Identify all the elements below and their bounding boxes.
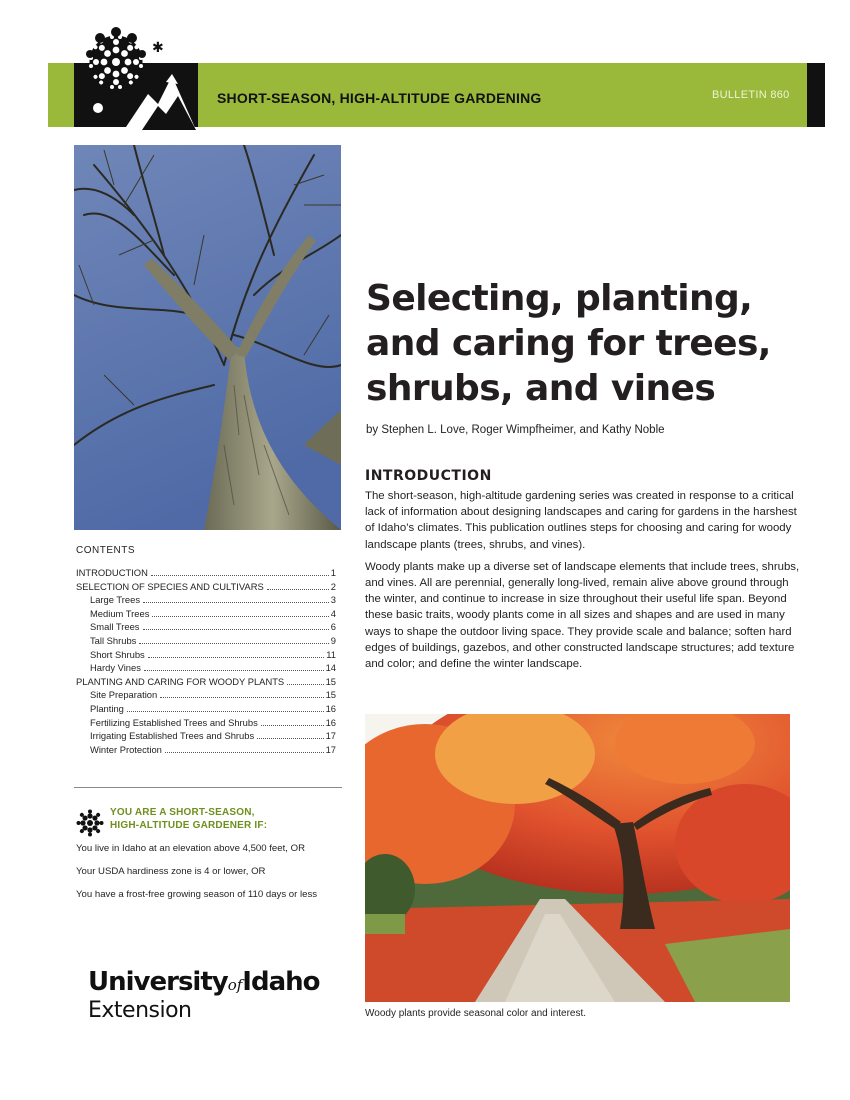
gardener-criteria-list [76,843,317,912]
toc-entry-page: 15 [325,689,336,701]
toc-leader-dots [127,711,324,712]
toc-entry [76,580,336,594]
toc-entry-page: 17 [325,743,336,755]
toc-leader-dots [143,629,329,630]
toc-entry-label: Hardy Vines [90,662,141,674]
toc-leader-dots [261,725,324,726]
toc-entry-page: 11 [326,648,336,660]
toc-entry [76,716,336,730]
logo-of: of [227,976,243,994]
toc-entry [76,729,336,743]
toc-entry [76,634,336,648]
toc-entry [76,675,336,689]
callout-title [110,806,267,832]
photo-caption: Woody plants provide seasonal color and interest. [365,1008,587,1019]
toc-entry-page: 15 [325,675,336,687]
introduction-paragraph: Woody plants make up a diverse set of landscape elements that include trees, shrubs, and vines. All are perennial, generally long-lived, remain alive above ground through the winter, and continue to increase in size throughout their useful life span. Beyond these basic traits, woody plants come in all sizes and shapes and are used in many ways to shape the outdoor living space. They provide scale and balance; soften hard edges of buildings, gazebos, and other constructed landscape structures; add texture and color; and define the winter landscape. [365,560,800,671]
table-of-contents [76,566,336,756]
toc-entry-label: Tall Shrubs [90,634,137,646]
toc-leader-dots [139,643,328,644]
toc-entry-label: INTRODUCTION [76,567,148,578]
toc-leader-dots [143,602,329,603]
introduction-paragraph: The short-season, high-altitude gardening series was created in response to a critical lack of information about designing landscapes and caring for gardens in the harshest of Idaho’s climates. This publication outlines steps for choosing and caring for woody landscape plants (trees, shrubs, and vines). [365,490,797,551]
snowflake-mountain-logo-icon [74,26,198,130]
criteria-item: You have a frost-free growing season of 110 days or less [76,889,318,900]
toc-entry [76,648,336,662]
toc-entry [76,593,336,607]
authors: by Stephen L. Love, Roger Wimpfheimer, and Kathy Noble [366,424,665,436]
toc-entry-label: PLANTING AND CARING FOR WOODY PLANTS [76,675,285,687]
autumn-trees-photo [365,714,790,1002]
toc-leader-dots [287,684,323,685]
contents-label: CONTENTS [76,545,135,556]
toc-leader-dots [148,657,325,658]
toc-leader-dots [151,575,329,576]
toc-entry-page: 1 [330,567,336,578]
toc-entry-page: 3 [330,594,336,606]
toc-entry [76,743,336,757]
toc-entry-page: 16 [325,702,336,714]
toc-entry-label: Fertilizing Established Trees and Shrubs [90,716,258,728]
logo-extension: Extension [88,998,192,1023]
logo-university: University [88,967,228,997]
toc-leader-dots [267,589,329,590]
toc-entry-page: 2 [330,580,336,592]
logo-idaho: Idaho [242,967,320,997]
introduction-heading: INTRODUCTION [365,468,492,484]
introduction-body [365,488,801,678]
toc-leader-dots [152,616,328,617]
toc-entry-page: 17 [325,730,336,742]
criteria-item: You live in Idaho at an elevation above 4,500 feet, OR [76,843,305,854]
svg-text:✱: ✱ [152,40,164,56]
criteria-item: Your USDA hardiness zone is 4 or lower, OR [76,866,266,877]
toc-entry-page: 16 [325,716,336,728]
toc-entry-label: Site Preparation [90,689,158,701]
toc-entry [76,566,336,580]
toc-entry-label: Planting [90,702,124,714]
toc-leader-dots [257,738,323,739]
toc-entry-label: Irrigating Established Trees and Shrubs [90,730,255,742]
toc-entry-page: 14 [325,662,336,674]
callout-title-line: HIGH-ALTITUDE GARDENER IF: [110,820,268,831]
university-of-idaho-extension-logo [88,968,320,1023]
toc-entry [76,607,336,621]
callout-title-line: YOU ARE A SHORT-SEASON, [110,807,255,818]
snowflake-icon [76,809,104,837]
toc-entry [76,661,336,675]
toc-entry-label: Short Shrubs [90,648,145,660]
toc-entry-label: Medium Trees [90,607,150,619]
tree-canopy-photo [74,145,341,530]
toc-entry [76,688,336,702]
toc-leader-dots [160,697,323,698]
toc-leader-dots [144,670,324,671]
header-band-edge [807,63,825,127]
page-title: Selecting, planting, and caring for trees, shrubs, and vines [366,278,771,409]
toc-entry-page: 4 [330,607,336,619]
divider [74,787,342,788]
toc-entry-label: Winter Protection [90,743,162,755]
toc-entry [76,702,336,716]
toc-entry [76,620,336,634]
bulletin-number: BULLETIN 860 [712,89,790,101]
toc-entry-label: Large Trees [90,594,141,606]
toc-leader-dots [165,752,324,753]
toc-entry-label: SELECTION OF SPECIES AND CULTIVARS [76,580,264,592]
series-title: SHORT-SEASON, HIGH-ALTITUDE GARDENING [217,90,542,106]
toc-entry-label: Small Trees [90,621,140,633]
toc-entry-page: 9 [330,634,336,646]
toc-entry-page: 6 [330,621,336,633]
